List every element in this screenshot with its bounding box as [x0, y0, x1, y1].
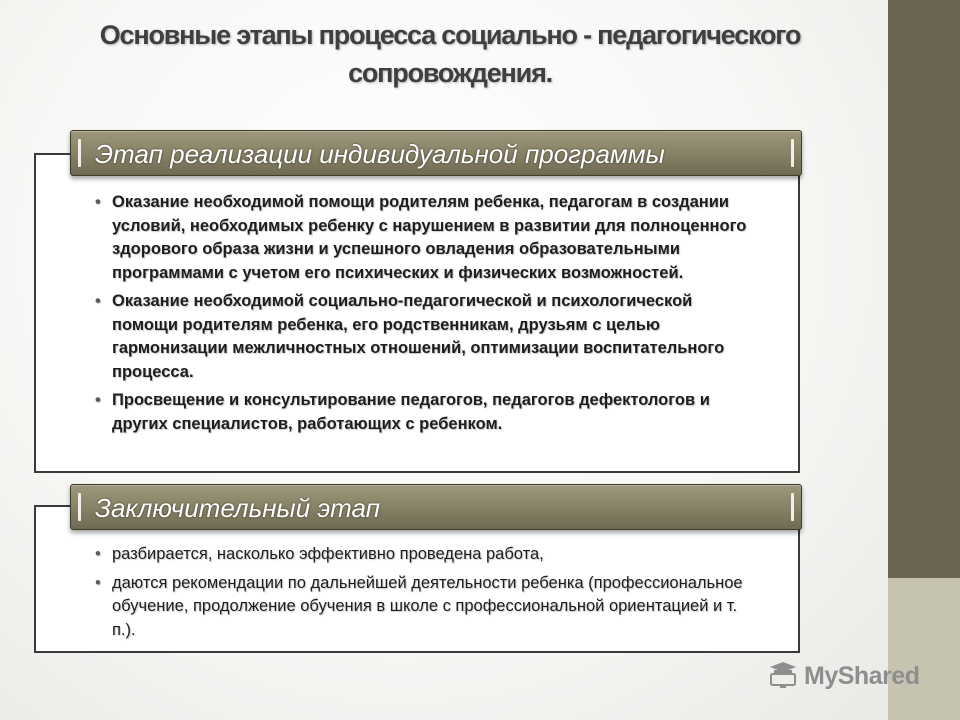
mortarboard-monitor-icon: [768, 660, 798, 690]
watermark-logo: [768, 656, 938, 696]
side-band-light: [888, 578, 960, 720]
list-item: • Оказание необходимой помощи родителям ребенка, педагогам в создании условий, необходимых ребенку с нарушением в развитии для полноценного здорового образа жизни и успешного овладения образовательными программами с учетом его психических и физических возможностей.: [92, 191, 752, 285]
list-item: • Оказание необходимой социально-педагогической и психологической помощи родителям ребенка, его родственникам, друзьям с целью гармонизации межличностных отношений, оптимизации воспитательного процесса.: [92, 290, 752, 384]
stage-2-header: [70, 484, 802, 530]
stage-1-bullet-list: [92, 191, 752, 441]
side-band-dark: [888, 0, 960, 578]
list-item: • даются рекомендации по дальнейшей деятельности ребенка (профессиональное обучение, продолжение обучения в школе с профессиональной ориентацией и т. п.).: [92, 572, 752, 643]
stage-1-header-label: Этап реализации индивидуальной программы: [95, 139, 665, 169]
stage-2-bullet-list: [92, 543, 752, 647]
slide-title: Основные этапы процесса социально - педагогического сопровождения.: [99, 20, 801, 88]
watermark-text: MyShared: [804, 662, 920, 690]
list-item: • разбирается, насколько эффективно проведена работа,: [92, 543, 752, 567]
stage-2-header-label: Заключительный этап: [95, 493, 380, 523]
list-item: • Просвещение и консультирование педагогов, педагогов дефектологов и других специалистов, работающих с ребенком.: [92, 389, 752, 436]
stage-1-header: [70, 130, 802, 176]
